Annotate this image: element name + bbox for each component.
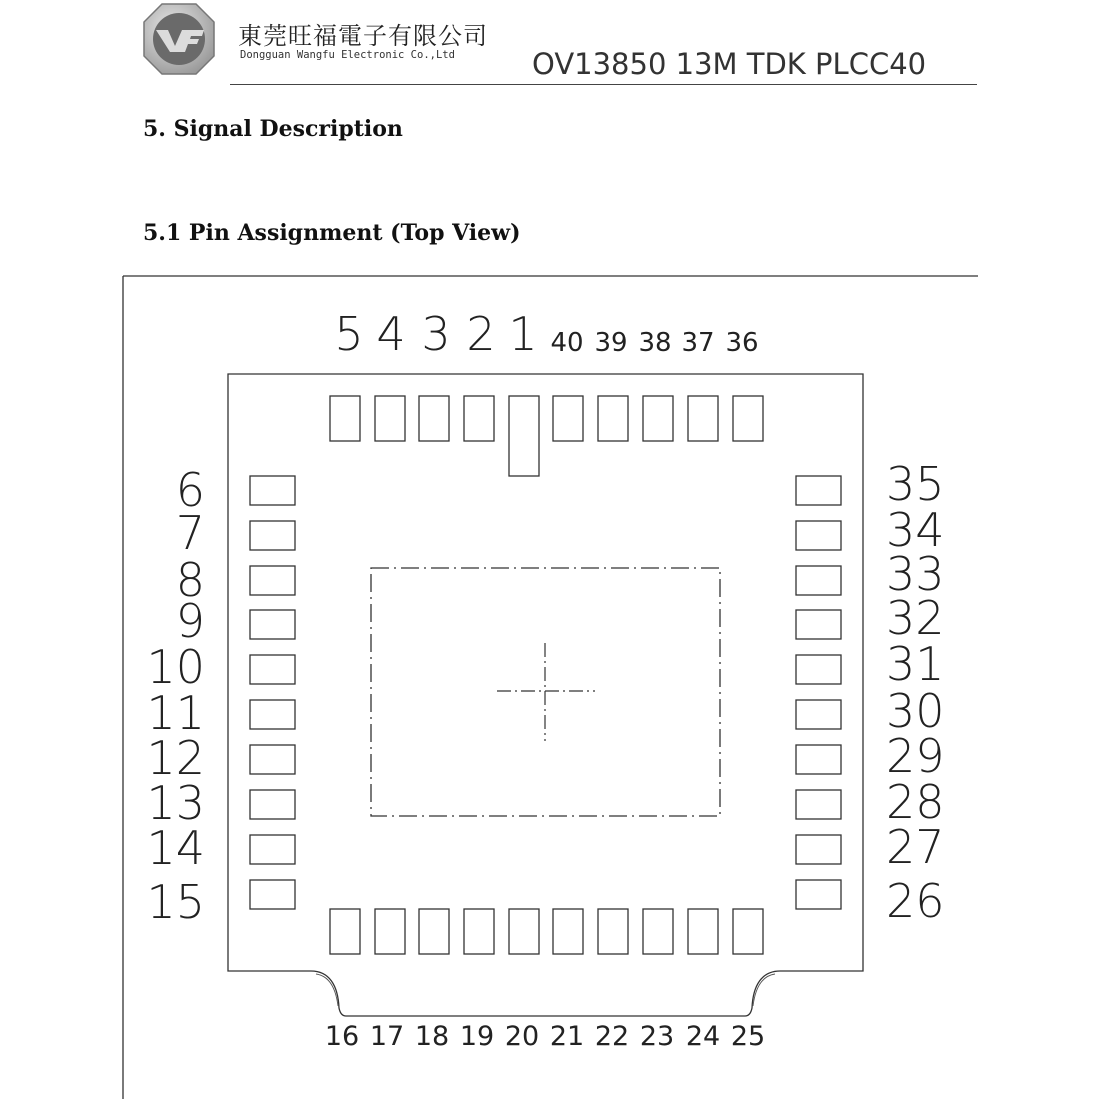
pin-label-1: 1 [508,307,538,361]
pad-pin-38 [643,396,673,441]
pad-pin-12 [250,745,295,774]
pin-label-29: 29 [886,729,945,783]
pad-pin-1 [509,396,539,476]
company-name-chinese: 東莞旺福電子有限公司 [238,22,488,50]
pin-label-34: 34 [886,503,945,557]
pin-label-25: 25 [730,1021,766,1052]
pad-pin-16 [330,909,360,954]
pin-label-12: 12 [146,731,205,785]
pad-pin-11 [250,700,295,729]
pin-label-11: 11 [146,686,205,740]
pad-pin-18 [419,909,449,954]
pin-label-36: 36 [725,328,759,358]
pad-pin-19 [464,909,494,954]
center-crosshair [497,643,595,741]
pad-pin-22 [598,909,628,954]
diagram-frame [123,276,978,1099]
pin-label-16: 16 [324,1021,360,1052]
pin-label-35: 35 [886,457,945,511]
pin-label-30: 30 [886,684,945,738]
pin-label-5: 5 [334,307,364,361]
pad-pin-21 [553,909,583,954]
pad-pin-20 [509,909,539,954]
pin-label-9: 9 [175,594,205,648]
pad-pin-27 [796,835,841,864]
section-heading: 5. Signal Description [143,116,403,142]
pad-pin-39 [598,396,628,441]
pin-label-17: 17 [369,1021,405,1052]
pin-label-21: 21 [549,1021,585,1052]
pin-label-31: 31 [886,637,945,691]
pad-pin-30 [796,700,841,729]
pad-pin-35 [796,476,841,505]
pin-label-14: 14 [146,821,205,875]
pin-label-2: 2 [466,307,496,361]
company-name-english: Dongguan Wangfu Electronic Co.,Ltd [240,49,455,61]
pad-pin-5 [330,396,360,441]
pin-label-32: 32 [886,591,945,645]
pad-pin-3 [419,396,449,441]
pin-label-13: 13 [146,776,205,830]
pin-label-27: 27 [886,820,945,874]
pin-label-39: 39 [594,328,628,358]
pad-pin-40 [553,396,583,441]
pin-label-22: 22 [594,1021,630,1052]
pad-pin-34 [796,521,841,550]
pin-label-40: 40 [550,328,584,358]
pad-pin-23 [643,909,673,954]
pad-pin-8 [250,566,295,595]
pin-label-20: 20 [504,1021,540,1052]
pad-pin-15 [250,880,295,909]
pin-label-7: 7 [175,506,205,560]
pin-label-38: 38 [638,328,672,358]
pad-pin-37 [688,396,718,441]
pad-pin-31 [796,655,841,684]
pin-label-37: 37 [681,328,715,358]
pin-label-15: 15 [146,875,205,929]
pad-pin-4 [375,396,405,441]
pin-label-18: 18 [414,1021,450,1052]
pin-label-4: 4 [376,307,406,361]
pad-pin-9 [250,610,295,639]
subsection-heading: 5.1 Pin Assignment (Top View) [143,220,521,246]
pad-pin-24 [688,909,718,954]
pad-pin-17 [375,909,405,954]
pad-pin-29 [796,745,841,774]
pin-label-26: 26 [886,874,945,928]
pad-pin-28 [796,790,841,819]
pad-pin-10 [250,655,295,684]
pin-label-8: 8 [175,553,205,607]
pin-label-28: 28 [886,775,945,829]
document-title: OV13850 13M TDK PLCC40 [532,47,927,81]
pad-pin-25 [733,909,763,954]
package-flange-detail [316,974,775,1006]
pin-label-10: 10 [146,640,205,694]
pad-pin-2 [464,396,494,441]
pin-label-3: 3 [421,307,451,361]
pin-label-6: 6 [175,463,205,517]
pin-label-33: 33 [886,547,945,601]
pin-label-24: 24 [685,1021,721,1052]
pad-pin-7 [250,521,295,550]
pin-label-23: 23 [639,1021,675,1052]
pad-pin-36 [733,396,763,441]
pad-pin-26 [796,880,841,909]
pad-pin-33 [796,566,841,595]
pad-pin-6 [250,476,295,505]
pad-pin-13 [250,790,295,819]
pin-label-19: 19 [459,1021,495,1052]
pad-pin-14 [250,835,295,864]
pad-pin-32 [796,610,841,639]
